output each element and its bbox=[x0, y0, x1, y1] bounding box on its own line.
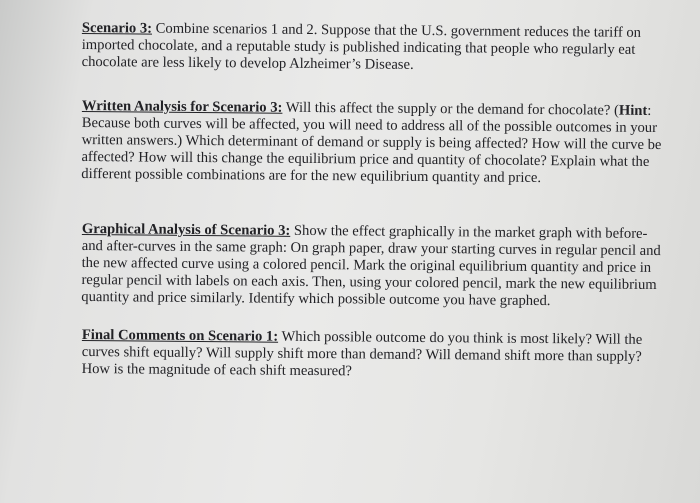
written-analysis-heading: Written Analysis for Scenario 3: bbox=[81, 98, 283, 116]
written-analysis-paragraph bbox=[81, 98, 664, 188]
final-comments-text: Which possible outcome do you think is most likely? Will the curves shift equally? Will supply shift more than demand? Will demand shift more than supply? How is the magnitude of each shift measured? bbox=[81, 328, 643, 380]
scenario-3-paragraph bbox=[82, 20, 664, 76]
graphical-analysis-text: Show the effect graphically in the market graph with before- and after-curves in the same graph: On graph paper, draw your starting curves in regular pencil and the new affected curve using a colored pencil. Mark the original equilibrium quantity and price in regular pencil with labels on each axis. Then, using your colored pencil, mark the new equilibrium quantity and price similarly. Identify which possible outcome you have graphed. bbox=[81, 222, 661, 310]
final-comments-heading: Final Comments on Scenario 1: bbox=[81, 327, 279, 345]
scenario-3-heading: Scenario 3: bbox=[81, 20, 153, 37]
hint-label: Hint bbox=[618, 102, 648, 119]
written-analysis-text-before-hint: Will this affect the supply or the demand for chocolate? ( bbox=[282, 99, 619, 119]
final-comments-paragraph bbox=[82, 327, 664, 383]
written-analysis-text-after-hint: : Because both curves will be affected, you will need to address all of the possible outcomes in your written answers.) Which determinant of demand or supply is being affected? How will the curve be affected? How will this change the equilibrium price and quantity of chocolate? Explain what the different possible combinations are for the new equilibrium quantity and price. bbox=[81, 102, 662, 187]
graphical-analysis-paragraph bbox=[81, 221, 664, 311]
graphical-analysis-heading: Graphical Analysis of Scenario 3: bbox=[81, 221, 291, 239]
scenario-3-text: Combine scenarios 1 and 2. Suppose that the U.S. government reduces the tariff on imported chocolate, and a reputable study is published indicating that people who regularly eat chocolate are less likely to develop Alzheimer’s Disease. bbox=[81, 20, 642, 73]
